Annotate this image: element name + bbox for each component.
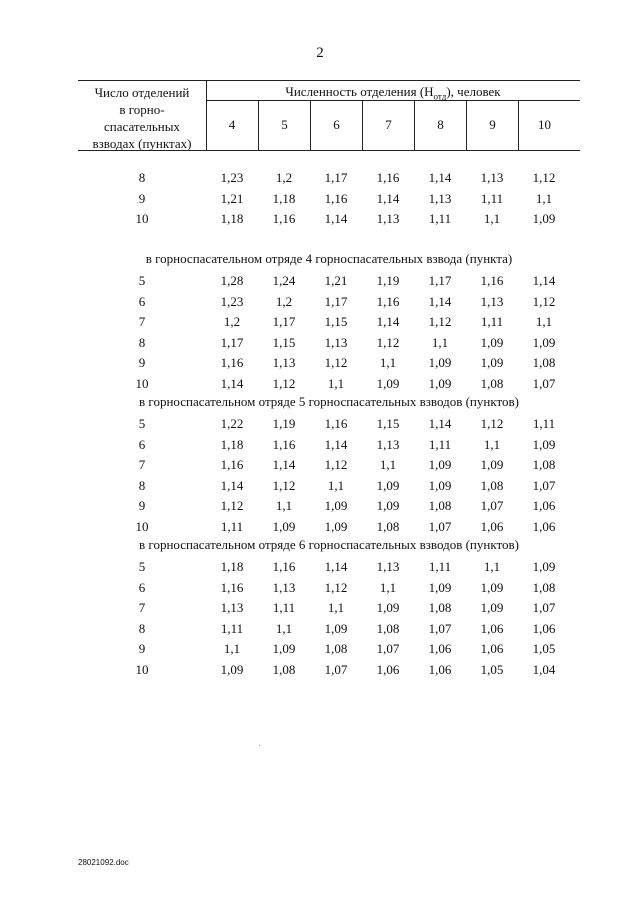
column-header: 8 (414, 100, 466, 150)
value-cell: 1,09 (480, 457, 504, 473)
col1-header-line: взводах (пунктах) (92, 136, 192, 151)
value-cell: 1,16 (272, 211, 296, 227)
value-cell: 1,08 (376, 620, 400, 636)
value-cell: 1,13 (428, 190, 452, 206)
value-cell: 1,1 (431, 334, 449, 350)
value-cell: 1,09 (480, 600, 504, 616)
value-cell: 1,09 (272, 641, 296, 657)
value-cell: 1,12 (272, 477, 296, 493)
value-cell: 1,09 (532, 334, 556, 350)
value-cell: 1,12 (532, 170, 556, 185)
value-cell: 1,23 (220, 293, 244, 309)
table-row (78, 189, 580, 209)
value-cell: 1,1 (379, 355, 397, 371)
table-row (78, 455, 580, 475)
value-cell: 1,14 (428, 416, 452, 431)
value-cell: 1,15 (376, 416, 400, 431)
table-row (78, 639, 580, 659)
value-cell: 1,09 (324, 498, 348, 514)
value-cell: 1,09 (376, 498, 400, 514)
table-row (78, 271, 580, 291)
value-cell: 1,09 (428, 376, 452, 391)
value-cell: 1,21 (324, 273, 348, 288)
footer-filename: 28021092.doc (78, 858, 129, 867)
row-count-cell: 8 (138, 620, 146, 636)
value-cell: 1,2 (275, 293, 293, 309)
value-cell: 1,24 (272, 273, 296, 288)
table-row (78, 578, 580, 598)
value-cell: 1,07 (532, 376, 556, 391)
span-header-tail: ), человек (446, 84, 501, 99)
table-row (78, 414, 580, 434)
table-row (78, 496, 580, 516)
value-cell: 1,14 (428, 170, 452, 185)
value-cell: 1,15 (272, 334, 296, 350)
row-count-cell: 7 (138, 314, 146, 330)
value-cell: 1,13 (480, 170, 504, 185)
section-title: в горноспасательном отряде 6 горноспасательных взводов (пунктов) (139, 537, 519, 552)
table-row (78, 476, 580, 496)
value-cell: 1,14 (324, 211, 348, 227)
value-cell: 1,11 (220, 519, 244, 534)
value-cell: 1,16 (272, 436, 296, 452)
value-cell: 1,06 (532, 620, 556, 636)
value-cell: 1,13 (272, 355, 296, 371)
value-cell: 1,16 (480, 273, 504, 288)
scan-speck (259, 745, 260, 746)
row-count-cell: 9 (138, 641, 146, 657)
value-cell: 1,11 (532, 416, 556, 431)
value-cell: 1,13 (376, 211, 400, 227)
row-count-cell: 5 (138, 273, 146, 288)
value-cell: 1,07 (428, 519, 452, 534)
value-cell: 1,16 (220, 457, 244, 473)
value-cell: 1,16 (220, 579, 244, 595)
value-cell: 1,14 (220, 477, 244, 493)
value-cell: 1,04 (532, 662, 556, 677)
value-cell: 1,17 (324, 293, 348, 309)
value-cell: 1,07 (428, 620, 452, 636)
value-cell: 1,06 (428, 662, 452, 677)
row-count-cell: 7 (138, 457, 146, 473)
value-cell: 1,09 (532, 559, 556, 574)
value-cell: 1,08 (272, 662, 296, 677)
value-cell: 1,05 (480, 662, 504, 677)
value-cell: 1,09 (428, 457, 452, 473)
span-header-main: Численность отделения (Н (285, 84, 434, 99)
value-cell: 1,1 (483, 211, 501, 227)
value-cell: 1,07 (480, 498, 504, 514)
col1-header-line: спасательных (104, 119, 180, 134)
value-cell: 1,15 (324, 314, 348, 330)
col1-header-line: в горно- (119, 102, 165, 117)
value-cell: 1,14 (532, 273, 556, 288)
value-cell: 1,08 (532, 457, 556, 473)
value-cell: 1,11 (220, 620, 244, 636)
table-row (78, 312, 580, 332)
value-cell: 1,12 (532, 293, 556, 309)
value-cell: 1,13 (324, 334, 348, 350)
value-cell: 1,12 (220, 498, 244, 514)
value-cell: 1,07 (532, 600, 556, 616)
table-row (78, 557, 580, 577)
value-cell: 1,08 (324, 641, 348, 657)
col1-header (78, 84, 206, 152)
column-header: 4 (228, 117, 236, 132)
span-header-sub: отд (433, 91, 447, 102)
value-cell: 1,2 (223, 314, 241, 330)
table-row (78, 168, 580, 188)
value-cell: 1,1 (535, 190, 553, 206)
row-count-cell: 5 (138, 416, 146, 431)
row-count-cell: 10 (135, 519, 149, 534)
span-header (206, 84, 580, 102)
value-cell: 1,17 (428, 273, 452, 288)
value-cell: 1,06 (480, 620, 504, 636)
value-cell: 1,1 (327, 600, 345, 616)
table-row (78, 333, 580, 353)
row-count-cell: 10 (135, 662, 149, 677)
value-cell: 1,09 (376, 600, 400, 616)
value-cell: 1,11 (480, 314, 504, 330)
value-cell: 1,23 (220, 170, 244, 185)
value-cell: 1,13 (220, 600, 244, 616)
value-cell: 1,06 (532, 498, 556, 514)
value-cell: 1,09 (480, 355, 504, 371)
value-cell: 1,14 (428, 293, 452, 309)
row-count-cell: 7 (138, 600, 146, 616)
value-cell: 1,1 (379, 579, 397, 595)
table-top-rule (78, 80, 580, 81)
value-cell: 1,08 (480, 477, 504, 493)
value-cell: 1,17 (324, 170, 348, 185)
section-title: в горноспасательном отряде 5 горноспасательных взводов (пунктов) (139, 394, 519, 409)
value-cell: 1,09 (532, 211, 556, 227)
value-cell: 1,13 (480, 293, 504, 309)
table-row (78, 517, 580, 537)
value-cell: 1,28 (220, 273, 244, 288)
value-cell: 1,14 (272, 457, 296, 473)
table-row (78, 619, 580, 639)
value-cell: 1,06 (480, 641, 504, 657)
value-cell: 1,09 (272, 519, 296, 534)
row-count-cell: 8 (138, 170, 146, 185)
value-cell: 1,11 (428, 436, 452, 452)
row-count-cell: 8 (138, 334, 146, 350)
value-cell: 1,16 (376, 293, 400, 309)
value-cell: 1,05 (532, 641, 556, 657)
value-cell: 1,06 (532, 519, 556, 534)
value-cell: 1,11 (272, 600, 296, 616)
value-cell: 1,11 (428, 559, 452, 574)
value-cell: 1,11 (428, 211, 452, 227)
value-cell: 1,12 (324, 579, 348, 595)
row-count-cell: 9 (138, 355, 146, 371)
value-cell: 1,16 (324, 416, 348, 431)
value-cell: 1,13 (376, 559, 400, 574)
value-cell: 1,16 (324, 190, 348, 206)
value-cell: 1,16 (376, 170, 400, 185)
row-count-cell: 6 (138, 579, 146, 595)
value-cell: 1,1 (483, 559, 501, 574)
value-cell: 1,13 (376, 436, 400, 452)
value-cell: 1,09 (324, 519, 348, 534)
row-count-cell: 10 (135, 211, 149, 227)
table-row (78, 209, 580, 229)
value-cell: 1,1 (223, 641, 241, 657)
value-cell: 1,07 (376, 641, 400, 657)
value-cell: 1,1 (327, 376, 345, 391)
value-cell: 1,19 (376, 273, 400, 288)
value-cell: 1,07 (324, 662, 348, 677)
table-row (78, 435, 580, 455)
value-cell: 1,18 (220, 559, 244, 574)
column-header: 6 (310, 100, 362, 150)
value-cell: 1,1 (327, 477, 345, 493)
value-cell: 1,09 (376, 376, 400, 391)
value-cell: 1,09 (480, 579, 504, 595)
value-cell: 1,14 (376, 190, 400, 206)
page-number: 2 (316, 45, 324, 61)
value-cell: 1,1 (379, 457, 397, 473)
value-cell: 1,09 (428, 477, 452, 493)
column-header: 7 (362, 100, 414, 150)
value-cell: 1,08 (428, 498, 452, 514)
table-row (78, 353, 580, 373)
value-cell: 1,18 (220, 211, 244, 227)
value-cell: 1,14 (376, 314, 400, 330)
value-cell: 1,09 (324, 620, 348, 636)
value-cell: 1,12 (324, 355, 348, 371)
value-cell: 1,13 (272, 579, 296, 595)
value-cell: 1,06 (428, 641, 452, 657)
value-cell: 1,09 (220, 662, 244, 677)
row-count-cell: 9 (138, 190, 146, 206)
value-cell: 1,09 (480, 334, 504, 350)
value-cell: 1,11 (480, 190, 504, 206)
table-row (78, 374, 580, 394)
value-cell: 1,1 (483, 436, 501, 452)
table-row (78, 598, 580, 618)
value-cell: 1,12 (376, 334, 400, 350)
value-cell: 1,17 (220, 334, 244, 350)
value-cell: 1,14 (324, 559, 348, 574)
value-cell: 1,08 (532, 355, 556, 371)
value-cell: 1,1 (275, 498, 293, 514)
value-cell: 1,09 (376, 477, 400, 493)
row-count-cell: 5 (138, 559, 146, 574)
value-cell: 1,1 (275, 620, 293, 636)
value-cell: 1,21 (220, 190, 244, 206)
value-cell: 1,07 (532, 477, 556, 493)
value-cell: 1,06 (480, 519, 504, 534)
value-cell: 1,2 (275, 170, 293, 185)
row-count-cell: 6 (138, 436, 146, 452)
row-count-cell: 10 (135, 376, 149, 391)
value-cell: 1,16 (272, 559, 296, 574)
value-cell: 1,12 (324, 457, 348, 473)
row-count-cell: 6 (138, 293, 146, 309)
value-cell: 1,18 (272, 190, 296, 206)
column-header: 10 (518, 100, 570, 150)
col1-header-line: Число отделений (94, 85, 190, 100)
value-cell: 1,09 (428, 579, 452, 595)
column-header: 9 (466, 100, 518, 150)
value-cell: 1,17 (272, 314, 296, 330)
column-header: 5 (258, 100, 310, 150)
value-cell: 1,18 (220, 436, 244, 452)
value-cell: 1,08 (376, 519, 400, 534)
value-cell: 1,08 (532, 579, 556, 595)
value-cell: 1,14 (324, 436, 348, 452)
value-cell: 1,12 (480, 416, 504, 431)
value-cell: 1,08 (480, 376, 504, 391)
value-cell: 1,12 (428, 314, 452, 330)
value-cell: 1,12 (272, 376, 296, 391)
value-cell: 1,22 (220, 416, 244, 431)
value-cell: 1,06 (376, 662, 400, 677)
value-cell: 1,1 (535, 314, 553, 330)
value-cell: 1,14 (220, 376, 244, 391)
value-cell: 1,08 (428, 600, 452, 616)
section-title: в горноспасательном отряде 4 горноспасательных взвода (пункта) (145, 251, 513, 266)
value-cell: 1,19 (272, 416, 296, 431)
row-count-cell: 8 (138, 477, 146, 493)
table-row (78, 660, 580, 680)
value-cell: 1,09 (532, 436, 556, 452)
value-cell: 1,16 (220, 355, 244, 371)
row-count-cell: 9 (138, 498, 146, 514)
table-header-bottom-rule (78, 150, 580, 151)
value-cell: 1,09 (428, 355, 452, 371)
table-row (78, 292, 580, 312)
